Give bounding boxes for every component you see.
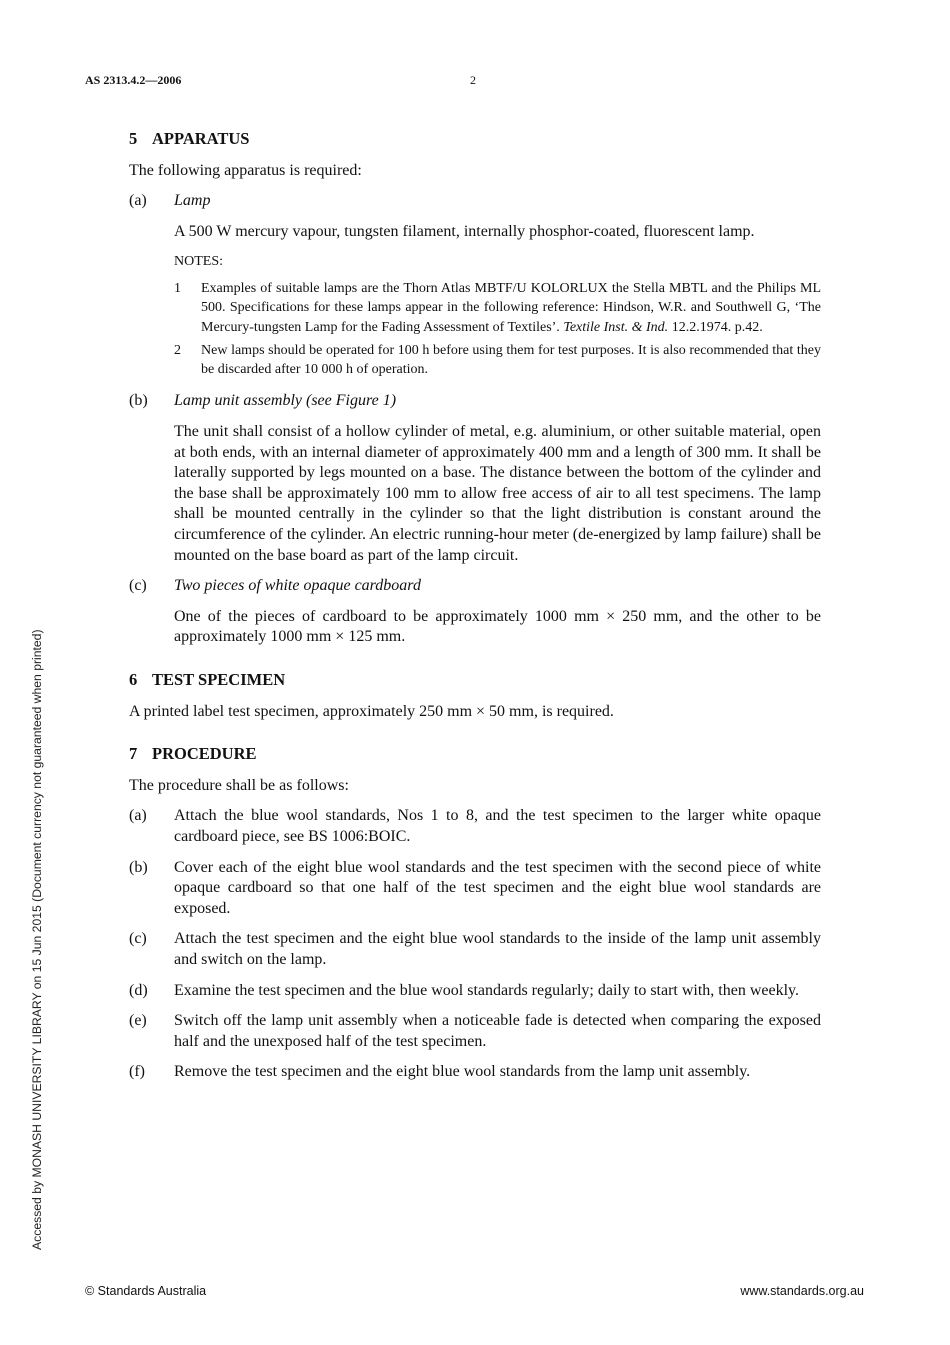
note-number: 2	[174, 342, 181, 358]
item-label: (a)	[129, 192, 147, 210]
section-6-body: A printed label test specimen, approximately 250 mm × 50 mm, is required.	[129, 702, 614, 720]
step-label: (a)	[129, 807, 147, 825]
section-number: 7	[129, 744, 138, 764]
step-text: Remove the test specimen and the eight blue wool standards from the lamp unit assembly.	[174, 1063, 751, 1081]
step-label: (e)	[129, 1012, 147, 1030]
item-body: One of the pieces of cardboard to be approximately 1000 mm × 250 mm, and the other to be approximately 1000 mm × 125 mm.	[174, 607, 821, 646]
item-label: (c)	[129, 577, 147, 595]
item-title: Two pieces of white opaque cardboard	[174, 577, 421, 595]
apparatus-item-c	[129, 576, 821, 597]
section-6-heading	[129, 670, 821, 691]
procedure-step-b	[129, 858, 821, 920]
item-label: (b)	[129, 392, 148, 410]
step-text: Examine the test specimen and the blue wool standards regularly; daily to start with, then weekly.	[174, 981, 800, 999]
step-text: Attach the blue wool standards, Nos 1 to 8, and the test specimen to the larger white opaque cardboard piece, see BS 1006:BOIC.	[174, 807, 821, 845]
step-text: Cover each of the eight blue wool standards and the test specimen with the second piece of white opaque cardboard so that one half of the test specimen and the eight blue wool standards are exposed.	[174, 858, 821, 917]
section-number: 6	[129, 669, 138, 689]
section-5-heading	[129, 129, 821, 150]
section-title: PROCEDURE	[152, 744, 257, 764]
note-number: 1	[174, 280, 181, 296]
note-1	[129, 279, 821, 337]
section-7-heading	[129, 744, 821, 765]
notes-title: NOTES:	[174, 254, 223, 270]
apparatus-item-a	[129, 191, 821, 212]
step-label: (b)	[129, 858, 148, 876]
item-body: The unit shall consist of a hollow cylinder of metal, e.g. aluminium, or other suitable material, open at both ends, with an internal diameter of approximately 400 mm and a length of 300 mm. It shall be laterally supported by legs mounted on a base. The distance between the bottom of the cylinder and the base shall be approximately 100 mm to allow free access of air to all test specimens. The lamp shall be mounted centrally in the cylinder so that the light distribution is constant around the circumference of the cylinder. An electric running-hour meter (de-energized by lamp failure) shall be mounted on the base board as part of the lamp circuit.	[174, 423, 821, 564]
access-watermark: Accessed by MONASH UNIVERSITY LIBRARY on 15 Jun 2015 (Document currency not guaranteed when printed)	[30, 629, 44, 1250]
item-title: Lamp unit assembly (see Figure 1)	[174, 392, 397, 410]
note-journal: Textile Inst. & Ind.	[563, 319, 669, 335]
step-text: Attach the test specimen and the eight blue wool standards to the inside of the lamp unit assembly and switch on the lamp.	[174, 930, 821, 968]
section-5-intro: The following apparatus is required:	[129, 161, 362, 179]
procedure-step-a	[129, 806, 821, 847]
item-body: A 500 W mercury vapour, tungsten filament, internally phosphor-coated, fluorescent lamp.	[174, 222, 755, 240]
note-2	[129, 341, 821, 380]
page-number: 2	[470, 73, 476, 87]
procedure-step-c	[129, 929, 821, 970]
standard-number: AS 2313.4.2—2006	[85, 73, 182, 87]
page-body	[129, 129, 821, 1093]
procedure-step-d	[129, 981, 821, 1002]
note-text: New lamps should be operated for 100 h before using them for test purposes. It is also recommended that they be discarded after 10 000 h of operation.	[201, 342, 821, 378]
section-title: TEST SPECIMEN	[152, 669, 286, 689]
apparatus-item-b	[129, 391, 821, 412]
step-label: (f)	[129, 1063, 145, 1081]
section-number: 5	[129, 129, 138, 148]
note-text: Examples of suitable lamps are the Thorn Atlas MBTF/U KOLORLUX the Stella MBTL and the Philips ML 500. Specifications for these lamps appear in the following reference: Hindson, W.R. and Southwell G, ‘The Mercury-tungsten Lamp for the Fading Assessment of Textiles’.	[201, 280, 821, 335]
procedure-step-e	[129, 1011, 821, 1052]
note-text-end: 12.2.1974. p.42.	[668, 319, 763, 335]
item-title: Lamp	[174, 192, 211, 210]
website-footer: www.standards.org.au	[740, 1284, 864, 1298]
step-text: Switch off the lamp unit assembly when a noticeable fade is detected when comparing the exposed half and the unexposed half of the test specimen.	[174, 1012, 821, 1050]
step-label: (d)	[129, 981, 148, 999]
step-label: (c)	[129, 930, 147, 948]
copyright-footer: © Standards Australia	[85, 1284, 207, 1298]
section-7-intro: The procedure shall be as follows:	[129, 776, 349, 794]
procedure-step-f	[129, 1062, 821, 1083]
section-title: APPARATUS	[152, 129, 250, 148]
